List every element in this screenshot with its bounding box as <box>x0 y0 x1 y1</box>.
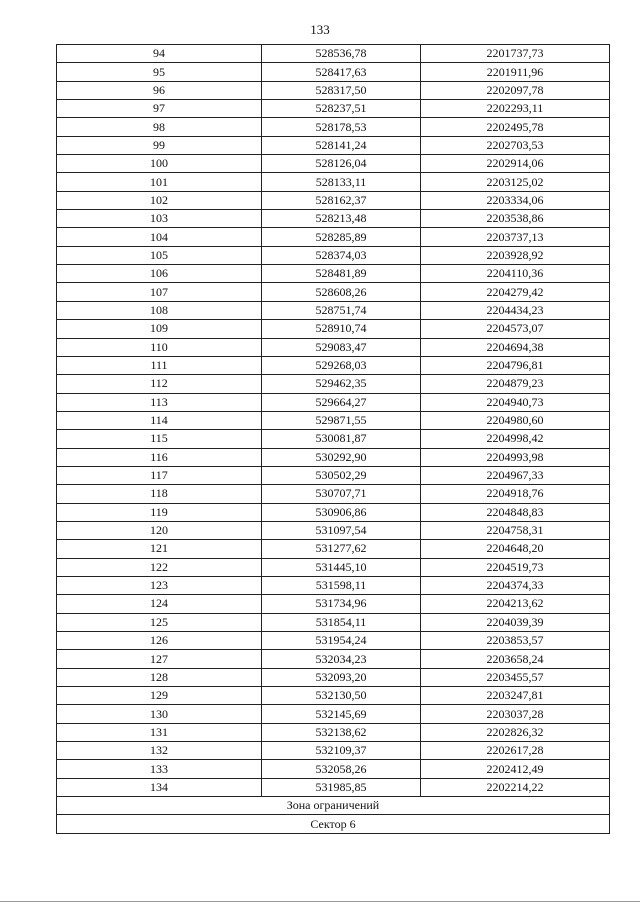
x-coordinate: 531445,10 <box>262 558 421 576</box>
x-coordinate: 528133,11 <box>262 173 421 191</box>
x-coordinate: 528608,26 <box>262 283 421 301</box>
point-number: 113 <box>57 393 262 411</box>
x-coordinate: 532034,23 <box>262 650 421 668</box>
point-number: 128 <box>57 668 262 686</box>
table-row <box>57 173 610 191</box>
point-number: 116 <box>57 448 262 466</box>
y-coordinate: 2202617,28 <box>421 742 610 760</box>
x-coordinate: 528141,24 <box>262 136 421 154</box>
x-coordinate: 532130,50 <box>262 687 421 705</box>
point-number: 112 <box>57 375 262 393</box>
y-coordinate: 2204967,33 <box>421 466 610 484</box>
point-number: 132 <box>57 742 262 760</box>
x-coordinate: 529871,55 <box>262 411 421 429</box>
x-coordinate: 530707,71 <box>262 485 421 503</box>
y-coordinate: 2202703,53 <box>421 136 610 154</box>
table-row <box>57 576 610 594</box>
table-row <box>57 595 610 613</box>
x-coordinate: 529664,27 <box>262 393 421 411</box>
x-coordinate: 530292,90 <box>262 448 421 466</box>
y-coordinate: 2202293,11 <box>421 100 610 118</box>
y-coordinate: 2203037,28 <box>421 705 610 723</box>
y-coordinate: 2203455,57 <box>421 668 610 686</box>
point-number: 103 <box>57 210 262 228</box>
y-coordinate: 2204279,42 <box>421 283 610 301</box>
point-number: 98 <box>57 118 262 136</box>
point-number: 102 <box>57 191 262 209</box>
x-coordinate: 528374,03 <box>262 246 421 264</box>
point-number: 114 <box>57 411 262 429</box>
x-coordinate: 532138,62 <box>262 723 421 741</box>
y-coordinate: 2203125,02 <box>421 173 610 191</box>
point-number: 95 <box>57 63 262 81</box>
table-row <box>57 265 610 283</box>
y-coordinate: 2204940,73 <box>421 393 610 411</box>
x-coordinate: 531954,24 <box>262 632 421 650</box>
y-coordinate: 2202914,06 <box>421 155 610 173</box>
y-coordinate: 2203737,13 <box>421 228 610 246</box>
table-row <box>57 228 610 246</box>
y-coordinate: 2204110,36 <box>421 265 610 283</box>
point-number: 134 <box>57 778 262 796</box>
table-row <box>57 81 610 99</box>
y-coordinate: 2203334,06 <box>421 191 610 209</box>
table-row <box>57 613 610 631</box>
x-coordinate: 531097,54 <box>262 521 421 539</box>
x-coordinate: 531734,96 <box>262 595 421 613</box>
x-coordinate: 528178,53 <box>262 118 421 136</box>
point-number: 108 <box>57 301 262 319</box>
table-row <box>57 393 610 411</box>
x-coordinate: 530906,86 <box>262 503 421 521</box>
point-number: 120 <box>57 521 262 539</box>
point-number: 109 <box>57 320 262 338</box>
y-coordinate: 2203658,24 <box>421 650 610 668</box>
y-coordinate: 2204039,39 <box>421 613 610 631</box>
table-row <box>57 760 610 778</box>
y-coordinate: 2204796,81 <box>421 356 610 374</box>
point-number: 111 <box>57 356 262 374</box>
point-number: 131 <box>57 723 262 741</box>
y-coordinate: 2203247,81 <box>421 687 610 705</box>
point-number: 96 <box>57 81 262 99</box>
y-coordinate: 2204648,20 <box>421 540 610 558</box>
point-number: 106 <box>57 265 262 283</box>
y-coordinate: 2202495,78 <box>421 118 610 136</box>
point-number: 124 <box>57 595 262 613</box>
x-coordinate: 531598,11 <box>262 576 421 594</box>
sector-title: Сектор 6 <box>57 815 610 833</box>
table-row <box>57 485 610 503</box>
point-number: 107 <box>57 283 262 301</box>
point-number: 130 <box>57 705 262 723</box>
point-number: 97 <box>57 100 262 118</box>
x-coordinate: 530502,29 <box>262 466 421 484</box>
table-row <box>57 540 610 558</box>
table-row <box>57 320 610 338</box>
table-row <box>57 191 610 209</box>
x-coordinate: 528285,89 <box>262 228 421 246</box>
point-number: 100 <box>57 155 262 173</box>
y-coordinate: 2204694,38 <box>421 338 610 356</box>
x-coordinate: 528481,89 <box>262 265 421 283</box>
table-row <box>57 356 610 374</box>
table-row <box>57 558 610 576</box>
point-number: 123 <box>57 576 262 594</box>
x-coordinate: 528213,48 <box>262 210 421 228</box>
point-number: 99 <box>57 136 262 154</box>
sector-row <box>57 815 610 833</box>
point-number: 118 <box>57 485 262 503</box>
table-row <box>57 246 610 264</box>
page-number: 133 <box>310 22 330 37</box>
point-number: 115 <box>57 430 262 448</box>
table-row <box>57 155 610 173</box>
x-coordinate: 532145,69 <box>262 705 421 723</box>
point-number: 117 <box>57 466 262 484</box>
y-coordinate: 2204993,98 <box>421 448 610 466</box>
y-coordinate: 2203538,86 <box>421 210 610 228</box>
table-row <box>57 45 610 63</box>
point-number: 94 <box>57 45 262 63</box>
x-coordinate: 528910,74 <box>262 320 421 338</box>
y-coordinate: 2202412,49 <box>421 760 610 778</box>
y-coordinate: 2204374,33 <box>421 576 610 594</box>
scan-edge-line <box>0 901 640 902</box>
y-coordinate: 2201911,96 <box>421 63 610 81</box>
point-number: 125 <box>57 613 262 631</box>
x-coordinate: 529462,35 <box>262 375 421 393</box>
table-row <box>57 63 610 81</box>
table-row <box>57 283 610 301</box>
x-coordinate: 528162,37 <box>262 191 421 209</box>
x-coordinate: 528751,74 <box>262 301 421 319</box>
x-coordinate: 531985,85 <box>262 778 421 796</box>
x-coordinate: 529083,47 <box>262 338 421 356</box>
table-row <box>57 723 610 741</box>
x-coordinate: 531854,11 <box>262 613 421 631</box>
table-row <box>57 668 610 686</box>
point-number: 104 <box>57 228 262 246</box>
point-number: 126 <box>57 632 262 650</box>
y-coordinate: 2202826,32 <box>421 723 610 741</box>
x-coordinate: 532058,26 <box>262 760 421 778</box>
y-coordinate: 2204848,83 <box>421 503 610 521</box>
table-row <box>57 705 610 723</box>
zone-title: Зона ограничений <box>57 797 610 815</box>
point-number: 129 <box>57 687 262 705</box>
y-coordinate: 2204573,07 <box>421 320 610 338</box>
point-number: 110 <box>57 338 262 356</box>
y-coordinate: 2204213,62 <box>421 595 610 613</box>
table-row <box>57 100 610 118</box>
y-coordinate: 2202214,22 <box>421 778 610 796</box>
table-row <box>57 687 610 705</box>
x-coordinate: 528126,04 <box>262 155 421 173</box>
point-number: 101 <box>57 173 262 191</box>
x-coordinate: 528317,50 <box>262 81 421 99</box>
table-row <box>57 430 610 448</box>
table-row <box>57 411 610 429</box>
y-coordinate: 2204434,23 <box>421 301 610 319</box>
x-coordinate: 530081,87 <box>262 430 421 448</box>
table-row <box>57 503 610 521</box>
table-row <box>57 632 610 650</box>
coordinates-table-body <box>57 45 610 797</box>
y-coordinate: 2204758,31 <box>421 521 610 539</box>
table-row <box>57 375 610 393</box>
point-number: 121 <box>57 540 262 558</box>
y-coordinate: 2204998,42 <box>421 430 610 448</box>
y-coordinate: 2202097,78 <box>421 81 610 99</box>
point-number: 133 <box>57 760 262 778</box>
zone-row <box>57 797 610 815</box>
y-coordinate: 2204879,23 <box>421 375 610 393</box>
coordinates-table <box>56 44 610 834</box>
table-row <box>57 466 610 484</box>
point-number: 105 <box>57 246 262 264</box>
x-coordinate: 532109,37 <box>262 742 421 760</box>
table-row <box>57 118 610 136</box>
x-coordinate: 532093,20 <box>262 668 421 686</box>
table-row <box>57 521 610 539</box>
point-number: 127 <box>57 650 262 668</box>
x-coordinate: 528237,51 <box>262 100 421 118</box>
y-coordinate: 2203928,92 <box>421 246 610 264</box>
table-row <box>57 136 610 154</box>
x-coordinate: 531277,62 <box>262 540 421 558</box>
table-row <box>57 338 610 356</box>
y-coordinate: 2201737,73 <box>421 45 610 63</box>
x-coordinate: 528536,78 <box>262 45 421 63</box>
y-coordinate: 2204519,73 <box>421 558 610 576</box>
point-number: 119 <box>57 503 262 521</box>
table-row <box>57 448 610 466</box>
table-row <box>57 650 610 668</box>
table-row <box>57 210 610 228</box>
table-row <box>57 742 610 760</box>
y-coordinate: 2203853,57 <box>421 632 610 650</box>
y-coordinate: 2204980,60 <box>421 411 610 429</box>
table-row <box>57 301 610 319</box>
table-row <box>57 778 610 796</box>
y-coordinate: 2204918,76 <box>421 485 610 503</box>
x-coordinate: 529268,03 <box>262 356 421 374</box>
point-number: 122 <box>57 558 262 576</box>
x-coordinate: 528417,63 <box>262 63 421 81</box>
